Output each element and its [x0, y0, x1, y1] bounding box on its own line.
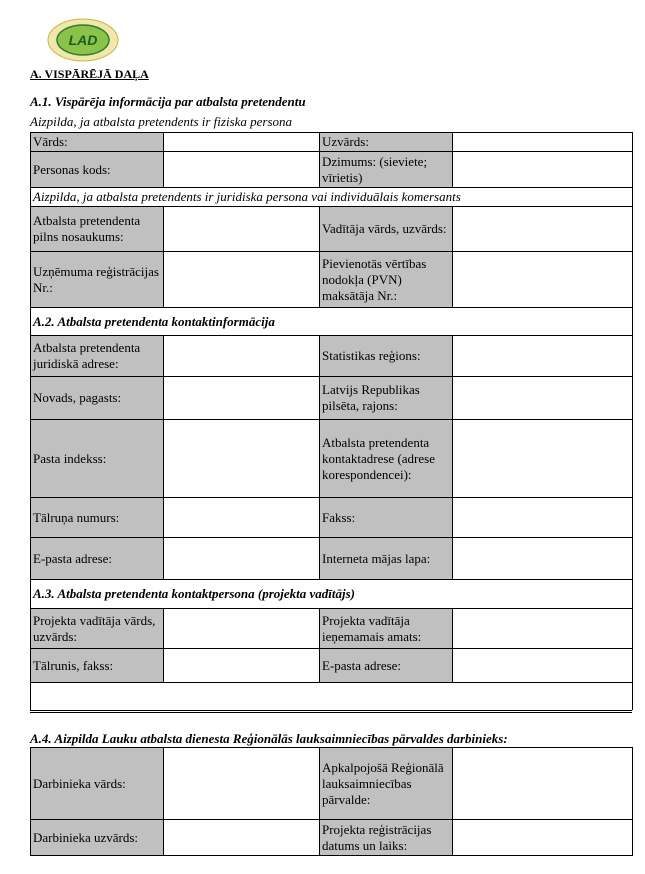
parvalde-label: Apkalpojošā Reģionālā lauksaimniecības pārvalde:: [320, 748, 453, 820]
dzimums-field[interactable]: [453, 152, 633, 188]
amats-field[interactable]: [453, 609, 633, 649]
datums-label: Projekta reģistrācijas datums un laiks:: [320, 820, 453, 856]
pilns-nosaukums-field[interactable]: [164, 207, 320, 252]
datums-field[interactable]: [453, 820, 633, 856]
darbinieka-uzvards-field[interactable]: [164, 820, 320, 856]
uzvards-field[interactable]: [453, 133, 633, 152]
fakss-field[interactable]: [453, 498, 633, 538]
a3-title: A.3. Atbalsta pretendenta kontaktpersona (projekta vadītājs): [31, 580, 633, 609]
novads-field[interactable]: [164, 377, 320, 420]
juridiska-adrese-label: Atbalsta pretendenta juridiskā adrese:: [31, 336, 164, 377]
pilns-nosaukums-label: Atbalsta pretendenta pilns nosaukums:: [31, 207, 164, 252]
pvn-label: Pievienotās vērtības nodokļa (PVN) maksātāja Nr.:: [320, 252, 453, 308]
juridiska-adrese-field[interactable]: [164, 336, 320, 377]
logo-text: LAD: [68, 32, 98, 48]
darbinieka-vards-label: Darbinieka vārds:: [31, 748, 164, 820]
statistikas-regions-label: Statistikas reģions:: [320, 336, 453, 377]
uzvards-label: Uzvārds:: [320, 133, 453, 152]
statistikas-regions-field[interactable]: [453, 336, 633, 377]
kontakt-epasts-label: E-pasta adrese:: [320, 649, 453, 683]
pvn-field[interactable]: [453, 252, 633, 308]
talrunis-field[interactable]: [164, 498, 320, 538]
vaditaja-vards-field[interactable]: [453, 207, 633, 252]
amats-label: Projekta vadītāja ieņemamais amats:: [320, 609, 453, 649]
epasts-label: E-pasta adrese:: [31, 538, 164, 580]
a1-legal-note: Aizpilda, ja atbalsta pretendents ir juridiska persona vai individuālais komersants: [31, 188, 633, 207]
epasts-field[interactable]: [164, 538, 320, 580]
darbinieka-uzvards-label: Darbinieka uzvārds:: [31, 820, 164, 856]
a4-title: A.4. Aizpilda Lauku atbalsta dienesta Reģionālās lauksaimniecības pārvaldes darbinieks:: [30, 731, 508, 746]
kontaktadrese-label: Atbalsta pretendenta kontaktadrese (adrese korespondencei):: [320, 420, 453, 498]
a4-table: [30, 747, 633, 856]
a2-title: A.2. Atbalsta pretendenta kontaktinformācija: [31, 308, 633, 336]
talrunis-fakss-field[interactable]: [164, 649, 320, 683]
a1-title: A.1. Vispārēja informācija par atbalsta pretendentu: [30, 94, 306, 109]
kontakt-epasts-field[interactable]: [453, 649, 633, 683]
projekta-vaditajs-label: Projekta vadītāja vārds, uzvārds:: [31, 609, 164, 649]
vards-label: Vārds:: [31, 133, 164, 152]
personas-kods-field[interactable]: [164, 152, 320, 188]
a1-physical-note: Aizpilda, ja atbalsta pretendents ir fiziska persona: [30, 114, 293, 129]
registracijas-nr-label: Uzņēmuma reģistrācijas Nr.:: [31, 252, 164, 308]
vaditaja-vards-label: Vadītāja vārds, uzvārds:: [320, 207, 453, 252]
registracijas-nr-field[interactable]: [164, 252, 320, 308]
kontaktadrese-field[interactable]: [453, 420, 633, 498]
talrunis-fakss-label: Tālrunis, fakss:: [31, 649, 164, 683]
majas-lapa-label: Interneta mājas lapa:: [320, 538, 453, 580]
dzimums-label: Dzimums: (sieviete; vīrietis): [320, 152, 453, 188]
parvalde-field[interactable]: [453, 748, 633, 820]
vards-field[interactable]: [164, 133, 320, 152]
pasta-indekss-label: Pasta indekss:: [31, 420, 164, 498]
fakss-label: Fakss:: [320, 498, 453, 538]
personas-kods-label: Personas kods:: [31, 152, 164, 188]
projekta-vaditajs-field[interactable]: [164, 609, 320, 649]
pilseta-label: Latvijs Republikas pilsēta, rajons:: [320, 377, 453, 420]
section-divider: [30, 710, 632, 713]
section-a-title: A. VISPĀRĒJĀ DAĻA: [30, 67, 149, 81]
novads-label: Novads, pagasts:: [31, 377, 164, 420]
pilseta-field[interactable]: [453, 377, 633, 420]
empty-row: [31, 683, 633, 710]
lad-logo: [46, 17, 120, 63]
pasta-indekss-field[interactable]: [164, 420, 320, 498]
a1-table: [30, 132, 633, 710]
talrunis-label: Tālruņa numurs:: [31, 498, 164, 538]
darbinieka-vards-field[interactable]: [164, 748, 320, 820]
majas-lapa-field[interactable]: [453, 538, 633, 580]
